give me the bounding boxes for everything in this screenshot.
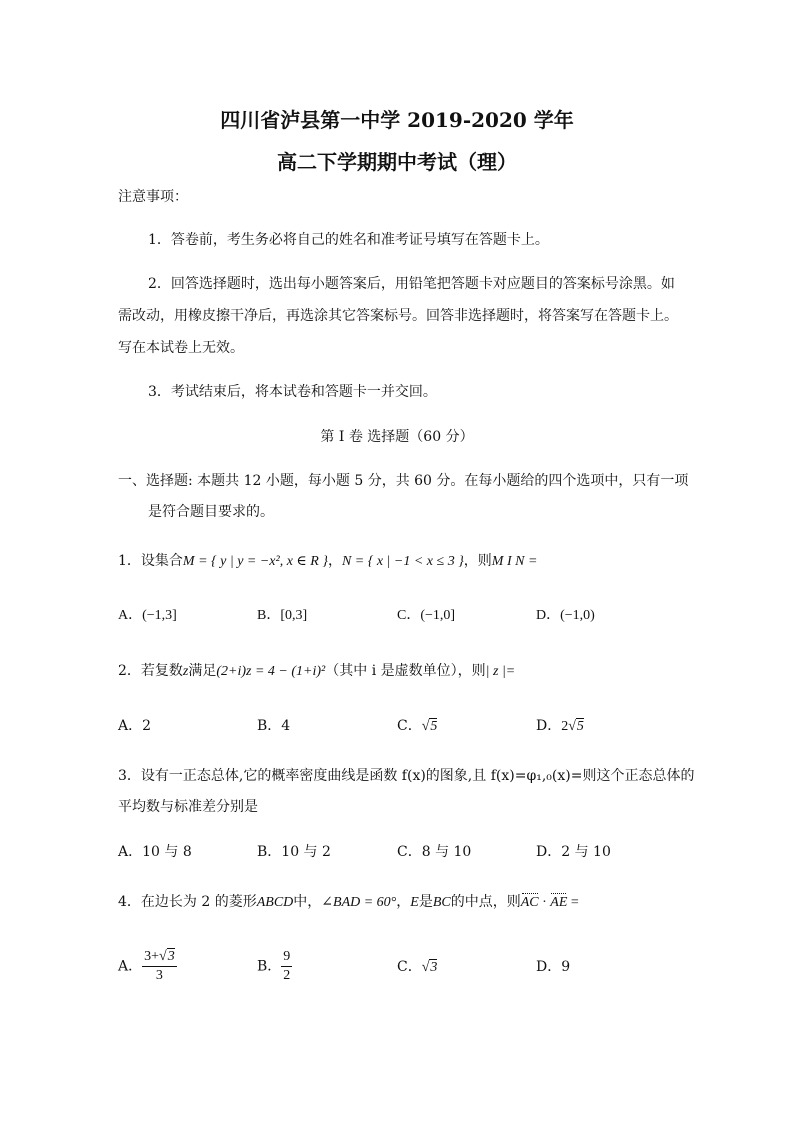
q2-option-c-radicand: 5 — [430, 719, 438, 734]
q1-option-b: B．[0,3] — [257, 608, 308, 623]
q4-mid1: 中， — [293, 894, 322, 910]
note-item-2-line1: 2．回答选择题时，选出每小题答案后，用铅笔把答题卡对应题目的答案标号涂黑。如 — [148, 276, 675, 292]
q4-option-a-radicand: 3 — [167, 949, 175, 964]
q4-option-d: D．9 — [536, 959, 571, 975]
question-3-stem-line1: 3．设有一正态总体,它的概率密度曲线是函数 f(x)的图象,且 f(x)=φ₁,₀(x)=则这个正态总体的 — [118, 768, 695, 784]
q4-equals: = — [567, 895, 579, 910]
question-2-stem — [118, 662, 515, 681]
sqrt-symbol: √5 — [568, 719, 584, 734]
q1-ask: M I N = — [491, 554, 538, 569]
q4-option-b-numerator: 9 — [281, 948, 292, 967]
q4-option-a-num-pre: 3+ — [144, 949, 160, 964]
note-item-2-line2: 需改动，用橡皮擦干净后，再选涂其它答案标号。回答非选择题时，将答案写在答题卡上。 — [118, 308, 678, 324]
q4-mid4: 的中点，则 — [450, 894, 521, 910]
q2-mid: 满足 — [188, 663, 217, 679]
q4-vector-ac: AC — [520, 895, 539, 910]
q2-option-c-label: C． — [397, 718, 422, 734]
q4-angle: ∠BAD = 60° — [321, 895, 397, 910]
note-item-1: 1．答卷前，考生务必将自己的姓名和准考证号填写在答题卡上。 — [148, 232, 549, 248]
section-instructions-line1: 一、选择题: 本题共 12 小题，每小题 5 分，共 60 分。在每小题给的四个选项中，只有一项 — [118, 473, 689, 489]
q1-option-d: D．(−1,0) — [536, 608, 595, 623]
q2-ask: | z |= — [485, 664, 516, 679]
q4-option-c-label: C． — [397, 959, 422, 975]
question-1-stem — [118, 552, 537, 571]
q1-separator: ， — [327, 553, 342, 569]
q2-prefix: 2．若复数 — [118, 663, 183, 679]
q4-dot: · — [538, 895, 551, 910]
note-item-3: 3．考试结束后，将本试卷和答题卡一并交回。 — [148, 384, 437, 400]
q2-var: z — [182, 664, 189, 679]
q3-option-c: C．8 与 10 — [397, 844, 472, 860]
q4-option-b-fraction — [281, 948, 292, 985]
q4-vector-ae: AE — [550, 895, 568, 910]
q1-prefix: 1．设集合 — [118, 553, 183, 569]
q3-option-d: D．2 与 10 — [536, 844, 611, 860]
q4-shape: ABCD — [256, 895, 294, 910]
q4-option-b — [257, 948, 292, 985]
fraction-numerator — [142, 948, 177, 967]
q4-option-a-label: A． — [118, 958, 143, 975]
q4-point-e: E — [410, 895, 419, 910]
q4-option-a-fraction — [142, 948, 177, 985]
q4-mid3: 是 — [418, 894, 433, 910]
q2-option-c — [397, 717, 437, 736]
question-3-stem-line2: 平均数与标准差分别是 — [118, 799, 258, 815]
q4-segment: BC — [432, 895, 451, 910]
q2-option-d — [536, 717, 584, 736]
notes-heading: 注意事项： — [118, 189, 188, 205]
q4-option-b-denominator: 2 — [283, 968, 291, 983]
q4-option-c — [397, 958, 437, 977]
q2-option-d-radicand: 5 — [576, 719, 584, 734]
question-4-stem — [118, 893, 579, 912]
section-instructions-line2: 是符合题目要求的。 — [148, 504, 274, 520]
q4-mid2: ， — [396, 894, 411, 910]
sqrt-symbol: √3 — [159, 949, 175, 964]
exam-title-line1: 四川省泸县第一中学 2019-2020 学年 — [220, 108, 574, 132]
sqrt-symbol: √3 — [421, 960, 438, 975]
q1-option-a: A．(−1,3] — [118, 608, 177, 623]
q2-option-d-coef: 2 — [561, 719, 569, 734]
q1-set-m: M = { y | y = −x², x ∈ R } — [182, 554, 328, 569]
q1-suffix: ，则 — [463, 553, 492, 569]
q4-option-b-label: B． — [257, 958, 282, 975]
q2-note: （其中 i 是虚数单位），则 — [325, 663, 486, 679]
q4-prefix: 4．在边长为 2 的菱形 — [118, 894, 257, 910]
sqrt-symbol: √5 — [421, 719, 438, 734]
q4-option-c-radicand: 3 — [430, 960, 438, 975]
q4-option-a-denominator: 3 — [155, 968, 163, 983]
q2-equation: (2+i)z = 4 − (1+i)² — [216, 664, 326, 679]
q4-option-a — [118, 948, 177, 985]
q1-option-c: C．(−1,0] — [397, 608, 456, 623]
q3-option-a: A．10 与 8 — [118, 844, 192, 860]
q2-option-d-label: D． — [536, 718, 562, 734]
note-item-2-line3: 写在本试卷上无效。 — [118, 340, 244, 356]
section-heading: 第 I 卷 选择题（60 分） — [320, 429, 474, 445]
q2-option-b: B．4 — [257, 718, 291, 734]
q2-option-a: A．2 — [118, 718, 152, 734]
q3-option-b: B．10 与 2 — [257, 844, 331, 860]
exam-title-line2: 高二下学期期中考试（理） — [277, 150, 517, 174]
q1-set-n: N = { x | −1 < x ≤ 3 } — [341, 554, 464, 569]
